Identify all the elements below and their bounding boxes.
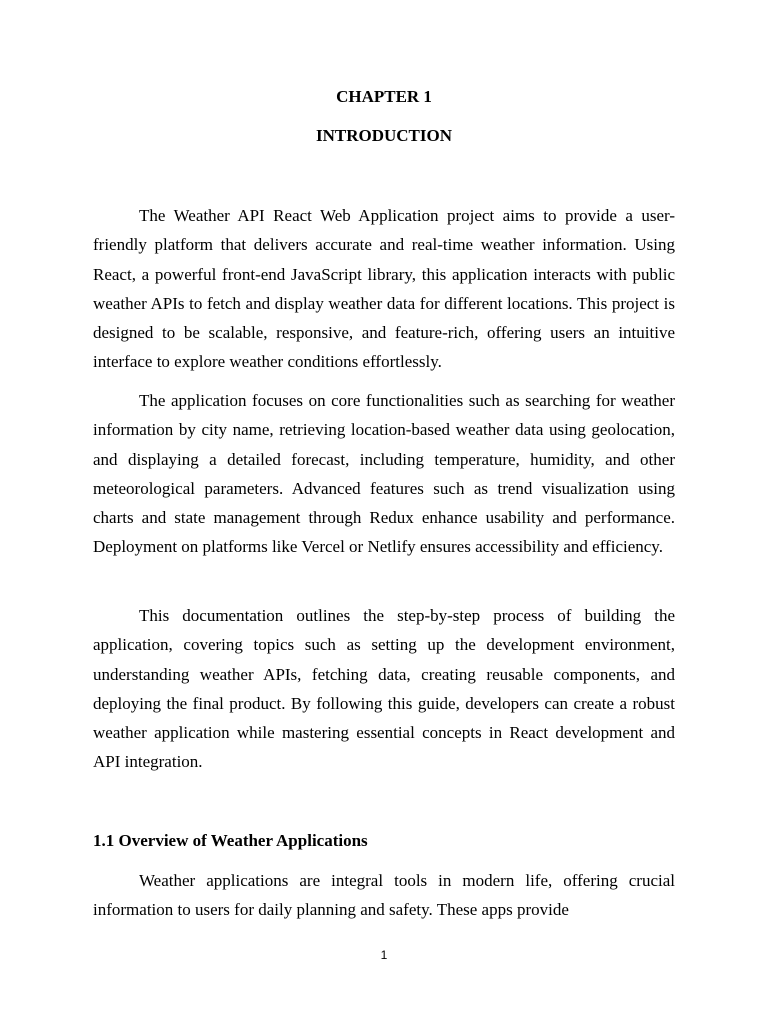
chapter-title: INTRODUCTION: [315, 126, 453, 145]
section-paragraph: Weather applications are integral tools in modern life, offering crucial information to users for daily planning and safety. These apps provide: [93, 871, 675, 920]
body-paragraph: The application focuses on core functionalities such as searching for weather information by city name, retrieving location-based weather data using geolocation, and displaying a detailed forecast, including temperature, humidity, and other meteorological parameters. Advanced features such as trend visualization using charts and state management through Redux enhance usability and performance. Deployment on platforms like Vercel or Netlify ensures accessibility and efficiency.: [93, 391, 675, 557]
body-paragraph: This documentation outlines the step-by-step process of building the application, covering topics such as setting up the development environment, understanding weather APIs, fetching data, creating reusable components, and deploying the final product. By following this guide, developers can create a robust weather application while mastering essential concepts in React development and API integration.: [93, 606, 675, 772]
body-paragraph: The Weather API React Web Application project aims to provide a user-friendly platform that delivers accurate and real-time weather information. Using React, a powerful front-end JavaScript library, this application interacts with public weather APIs to fetch and display weather data for different locations. This project is designed to be scalable, responsive, and feature-rich, offering users an intuitive interface to explore weather conditions effortlessly.: [93, 206, 675, 372]
section-heading: 1.1 Overview of Weather Applications: [93, 831, 368, 850]
page-number: 1: [380, 948, 388, 962]
chapter-label: CHAPTER 1: [336, 87, 432, 106]
